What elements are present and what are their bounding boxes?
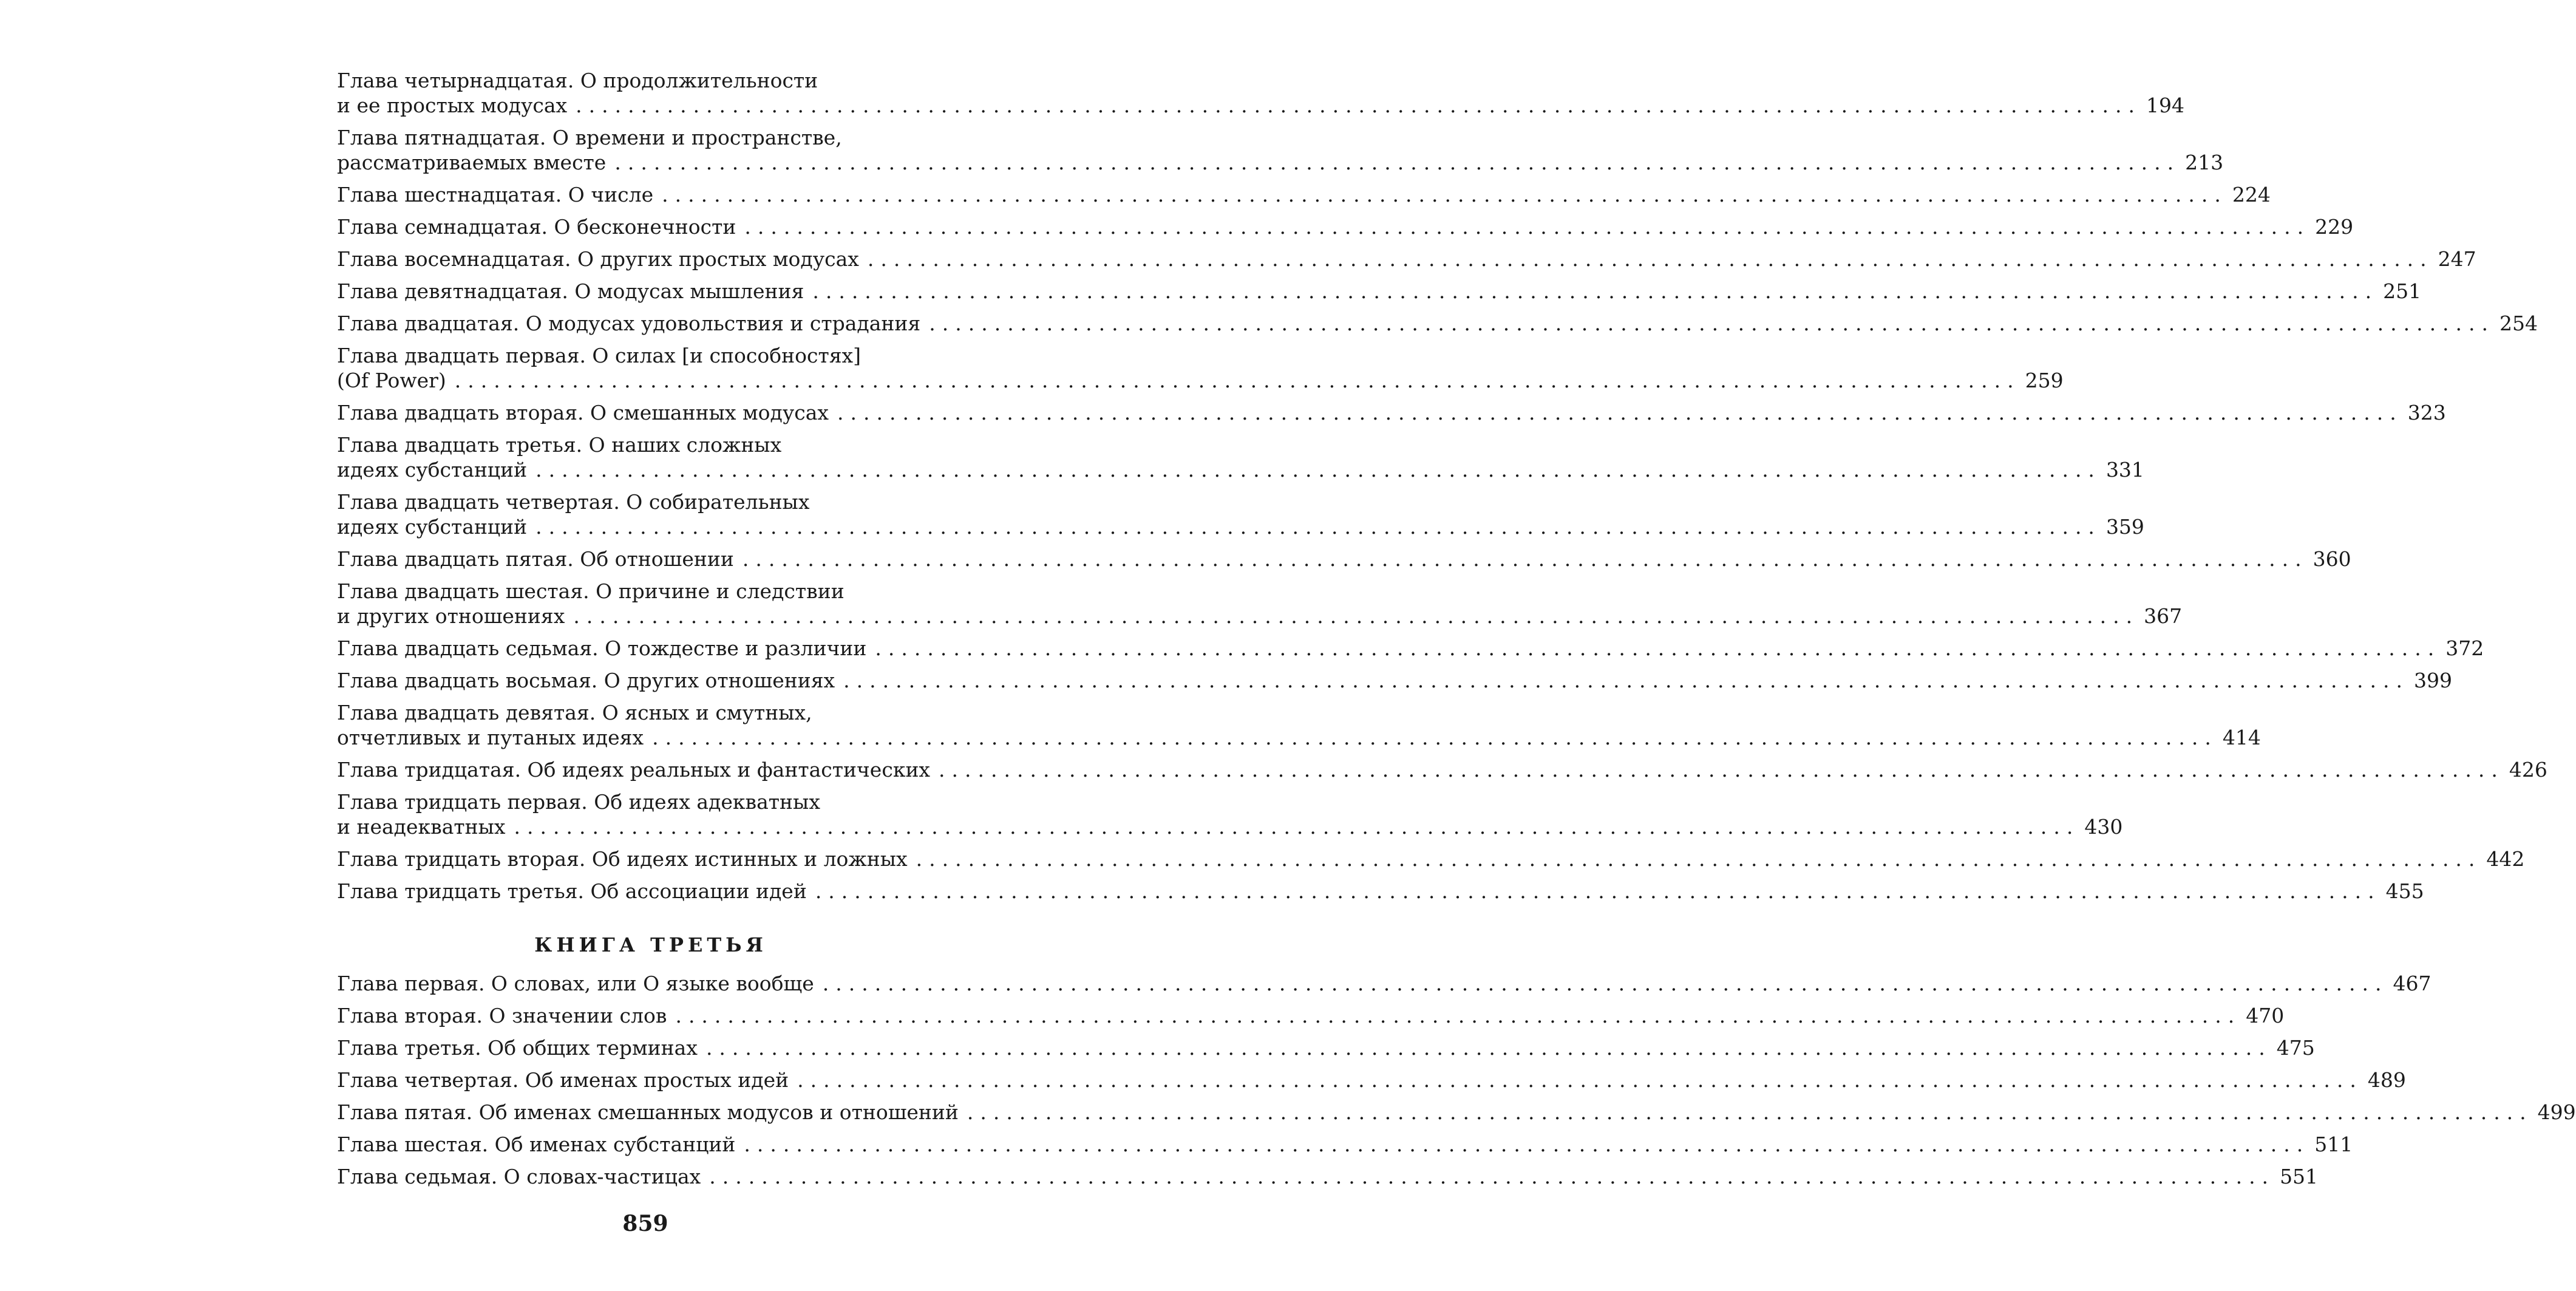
dot-leader: ........................................................................................................................: [652, 726, 2218, 749]
toc-entry-last-line: [337, 1132, 2353, 1157]
toc-entry: [337, 700, 2261, 750]
toc-entry-last-line: [337, 150, 2224, 175]
toc-entry: [337, 68, 2184, 118]
toc-entry-page: 247: [2438, 247, 2476, 271]
toc-entry-last-line: [337, 182, 2271, 207]
toc-entry-title: Глава двадцать вторая. О смешанных модусах: [337, 401, 829, 424]
toc-entry-title: Глава двадцать восьмая. О других отношениях: [337, 669, 835, 692]
toc-entry-title-line: Глава тридцать первая. Об идеях адекватных: [337, 790, 820, 814]
toc-entry-last-line: [337, 400, 2446, 425]
toc-entry-title: отчетливых и путаных идеях: [337, 726, 644, 749]
dot-leader: ........................................................................................................................: [454, 369, 2020, 392]
toc-entry: [337, 1132, 2353, 1157]
toc-entry-page: 194: [2146, 94, 2184, 117]
toc-entry-last-line: [337, 1035, 2315, 1060]
toc-entry: [337, 279, 2422, 304]
toc-entry-title: Глава семнадцатая. О бесконечности: [337, 215, 736, 239]
toc-entry-last-line: [337, 279, 2422, 304]
toc-entry-last-line: [337, 1100, 2576, 1125]
toc-entry-last-line: [337, 846, 2525, 871]
toc-entry-page: 551: [2280, 1165, 2319, 1188]
toc-entry: [337, 1164, 2319, 1189]
toc-entry-page: 511: [2314, 1133, 2353, 1156]
toc-entry-title: Глава двадцать пятая. Об отношении: [337, 547, 734, 571]
toc-entry-title-line: Глава двадцать шестая. О причине и следствии: [337, 579, 845, 603]
toc-entry-title: рассматриваемых вместе: [337, 151, 607, 174]
toc-entry-page: 489: [2367, 1068, 2406, 1092]
toc-entry-last-line: [337, 1068, 2406, 1092]
toc-entry-title: Глава тридцать вторая. Об идеях истинных и ложных: [337, 847, 908, 871]
toc-entry-page: 251: [2383, 279, 2422, 303]
toc-entry: [337, 668, 2452, 693]
table-of-contents: [337, 68, 2576, 1196]
dot-leader: ........................................................................................................................: [535, 515, 2101, 539]
toc-entry-page: 399: [2413, 669, 2452, 692]
toc-entry-title: и ее простых модусах: [337, 94, 568, 117]
dot-leader: ........................................................................................................................: [867, 247, 2433, 271]
dot-leader: ........................................................................................................................: [576, 94, 2141, 117]
toc-entry-last-line: [337, 636, 2484, 661]
toc-entry-page: 426: [2509, 758, 2547, 782]
toc-entry: [337, 311, 2538, 336]
toc-entry: [337, 547, 2351, 571]
dot-leader: ........................................................................................................................: [709, 1165, 2275, 1188]
toc-entry: [337, 1100, 2576, 1125]
toc-entry-title-line: Глава двадцать третья. О наших сложных: [337, 433, 782, 457]
toc-entry-page: 331: [2105, 458, 2144, 482]
toc-entry-page: 467: [2393, 972, 2432, 995]
dot-leader: ........................................................................................................................: [675, 1004, 2241, 1027]
dot-leader: ........................................................................................................................: [742, 547, 2308, 571]
toc-entry-title: идеях субстанций: [337, 458, 528, 482]
toc-entry-last-line: [337, 668, 2452, 693]
toc-entry-last-line: [337, 757, 2547, 782]
toc-entry-last-line: [337, 547, 2351, 571]
dot-leader: ........................................................................................................................: [812, 279, 2379, 303]
toc-entry-title: Глава вторая. О значении слов: [337, 1004, 667, 1027]
dot-leader: ........................................................................................................................: [916, 847, 2482, 871]
toc-entry-last-line: [337, 725, 2261, 750]
dot-leader: ........................................................................................................................: [705, 1036, 2272, 1060]
toc-entry-page: 359: [2105, 515, 2144, 539]
toc-entry-title: Глава девятнадцатая. О модусах мышления: [337, 279, 804, 303]
book-heading: КНИГА ТРЕТЬЯ: [534, 933, 767, 956]
toc-entry-title-line: Глава двадцать четвертая. О собирательных: [337, 490, 810, 514]
toc-entry-last-line: [337, 311, 2538, 336]
toc-entry-page: 259: [2025, 369, 2064, 392]
toc-entry: [337, 432, 2144, 482]
toc-entry-title: и других отношениях: [337, 604, 565, 628]
toc-entry-title: (Of Power): [337, 369, 446, 392]
toc-entry-last-line: [337, 814, 2123, 839]
dot-leader: ........................................................................................................................: [662, 183, 2228, 206]
toc-entry-last-line: [337, 247, 2476, 271]
dot-leader: ........................................................................................................................: [939, 758, 2504, 782]
toc-entry-last-line: [337, 971, 2432, 996]
toc-entry-title-line: Глава четырнадцатая. О продолжительности: [337, 69, 818, 92]
toc-entry-page: 323: [2407, 401, 2446, 424]
toc-entry-last-line: [337, 879, 2424, 904]
dot-leader: ........................................................................................................................: [614, 151, 2181, 174]
toc-entry-title-line: Глава пятнадцатая. О времени и пространстве,: [337, 126, 842, 149]
toc-entry-page: 372: [2445, 636, 2484, 660]
toc-entry-title-line: Глава двадцать первая. О силах [и способностях]: [337, 344, 861, 367]
toc-entry: [337, 879, 2424, 904]
toc-entry: [337, 343, 2064, 393]
toc-entry: [337, 846, 2525, 871]
toc-entry-page: 367: [2144, 604, 2183, 628]
toc-entry-page: 224: [2232, 183, 2271, 206]
toc-entry-page: 499: [2537, 1100, 2576, 1124]
toc-entry-title: Глава шестнадцатая. О числе: [337, 183, 654, 206]
toc-entry-last-line: [337, 514, 2144, 539]
toc-entry-title: Глава тридцатая. Об идеях реальных и фантастических: [337, 758, 931, 782]
toc-entry: [337, 1068, 2406, 1092]
dot-leader: ........................................................................................................................: [535, 458, 2101, 482]
toc-entry-last-line: [337, 604, 2183, 628]
toc-entry-last-line: [337, 1003, 2285, 1028]
dot-leader: ........................................................................................................................: [797, 1068, 2363, 1092]
dot-leader: ........................................................................................................................: [573, 604, 2139, 628]
dot-leader: ........................................................................................................................: [837, 401, 2403, 424]
toc-entry-title: идеях субстанций: [337, 515, 528, 539]
toc-entry-title: Глава тридцать третья. Об ассоциации идей: [337, 879, 807, 903]
dot-leader: ........................................................................................................................: [815, 879, 2381, 903]
toc-entry-page: 455: [2385, 879, 2424, 903]
toc-entry: [337, 579, 2183, 628]
toc-entry-title: Глава третья. Об общих терминах: [337, 1036, 698, 1060]
toc-entry: [337, 789, 2123, 839]
toc-entry-last-line: [337, 457, 2144, 482]
toc-entry-page: 414: [2222, 726, 2261, 749]
dot-leader: ........................................................................................................................: [822, 972, 2388, 995]
dot-leader: ........................................................................................................................: [744, 1133, 2310, 1156]
dot-leader: ........................................................................................................................: [843, 669, 2409, 692]
toc-entry-title: и неадекватных: [337, 815, 506, 839]
toc-entry-title: Глава седьмая. О словах-частицах: [337, 1165, 701, 1188]
toc-entry: [337, 1035, 2315, 1060]
dot-leader: ........................................................................................................................: [967, 1100, 2533, 1124]
toc-entry-page: 430: [2084, 815, 2123, 839]
toc-entry-title: Глава первая. О словах, или О языке вообще: [337, 972, 814, 995]
toc-entry: [337, 247, 2476, 271]
toc-entry-page: 442: [2486, 847, 2525, 871]
toc-entry-title: Глава двадцатая. О модусах удовольствия и страдания: [337, 312, 921, 335]
toc-entry-page: 360: [2313, 547, 2351, 571]
toc-entry-last-line: [337, 368, 2064, 393]
toc-entry: [337, 182, 2271, 207]
dot-leader: ........................................................................................................................: [744, 215, 2311, 239]
toc-entry: [337, 1003, 2285, 1028]
toc-entry-title: Глава четвертая. Об именах простых идей: [337, 1068, 789, 1092]
toc-entry-title: Глава шестая. Об именах субстанций: [337, 1133, 736, 1156]
toc-entry: [337, 400, 2446, 425]
dot-leader: ........................................................................................................................: [514, 815, 2080, 839]
toc-entry-title: Глава восемнадцатая. О других простых модусах: [337, 247, 859, 271]
toc-entry-last-line: [337, 1164, 2319, 1189]
toc-entry-title: Глава пятая. Об именах смешанных модусов и отношений: [337, 1100, 959, 1124]
toc-entry-page: 475: [2276, 1036, 2315, 1060]
toc-entry-title: Глава двадцать седьмая. О тождестве и различии: [337, 636, 867, 660]
toc-entry-page: 254: [2500, 312, 2538, 335]
toc-entry: [337, 489, 2144, 539]
dot-leader: ........................................................................................................................: [929, 312, 2495, 335]
toc-entry-last-line: [337, 93, 2184, 118]
toc-entry: [337, 214, 2354, 239]
page-number: 859: [622, 1211, 668, 1236]
toc-entry: [337, 636, 2484, 661]
dot-leader: ........................................................................................................................: [875, 636, 2441, 660]
toc-entry-title-line: Глава двадцать девятая. О ясных и смутных,: [337, 701, 812, 724]
toc-entry-page: 213: [2185, 151, 2224, 174]
toc-entry: [337, 757, 2547, 782]
toc-entry-page: 470: [2246, 1004, 2285, 1027]
toc-entry: [337, 125, 2224, 175]
toc-entry-page: 229: [2315, 215, 2354, 239]
toc-entry: [337, 971, 2432, 996]
toc-entry-last-line: [337, 214, 2354, 239]
